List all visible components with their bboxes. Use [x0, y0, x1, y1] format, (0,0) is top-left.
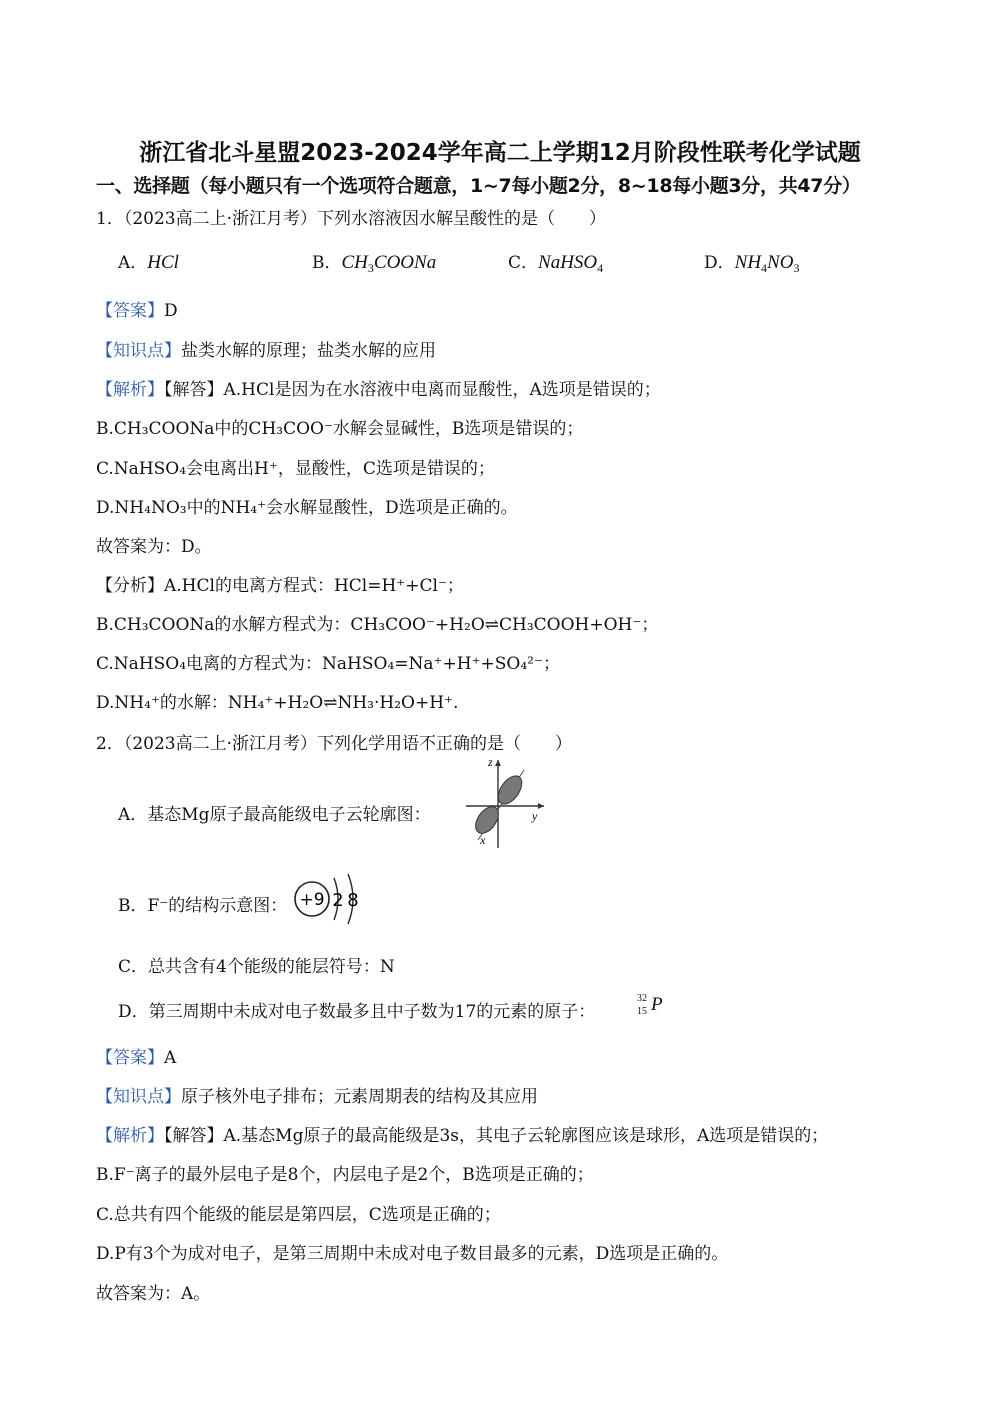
q2-explain-line: D.P有3个为成对电子，是第三周期中未成对电子数目最多的元素，D选项是正确的。 — [96, 1244, 729, 1264]
analysis-tag: 【解析】 — [96, 1126, 164, 1146]
p-orbital-diagram — [458, 752, 550, 848]
q2-conclusion: 故答案为：A。 — [96, 1284, 211, 1304]
q1-option-b — [312, 248, 436, 276]
formula-nh4no3: $NH_4NO_3$ — [734, 252, 800, 275]
isotope-symbol: P — [651, 994, 663, 1015]
option-label: D． — [704, 253, 735, 273]
formula-hcl: HCl — [147, 252, 179, 273]
q2-option-c: C．总共含有4个能级的能层符号：N — [118, 957, 395, 977]
q1-option-d — [704, 248, 799, 276]
knowledge-tag: 【知识点】 — [96, 1087, 181, 1107]
q2-explain-line: 【解析】【解答】A.基态Mg原子的最高能级是3s，其电子云轮廓图应该是球形，A选项是错误的； — [96, 1126, 829, 1146]
knowledge-text: 原子核外电子排布；元素周期表的结构及其应用 — [181, 1087, 538, 1107]
q2-explain-line: B.F⁻离子的最外层电子是8个，内层电子是2个，B选项是正确的； — [96, 1165, 594, 1185]
option-label: B． — [312, 253, 342, 273]
answer-value: D — [164, 301, 178, 321]
q2-explain-line: C.总共有四个能级的能层是第四层，C选项是正确的； — [96, 1205, 501, 1225]
y-axis-label: y — [532, 809, 538, 823]
shell-2-electrons: 8 — [347, 890, 359, 911]
q1-conclusion: 故答案为：D。 — [96, 537, 212, 557]
q1-option-a — [118, 248, 179, 274]
q1-explain-line: D.NH₄NO₃中的NH₄⁺会水解显酸性，D选项是正确的。 — [96, 498, 518, 518]
formula-ch3coona: $CH_3COONa$ — [341, 252, 437, 275]
question-1-stem: 1．（2023高二上·浙江月考）下列水溶液因水解呈酸性的是（ ） — [96, 209, 606, 229]
isotope-mass-number: 32 — [637, 993, 647, 1004]
nucleus-charge: +9 — [299, 890, 325, 910]
x-axis-label: x — [480, 833, 486, 847]
knowledge-tag: 【知识点】 — [96, 341, 181, 361]
q1-analysis-line: B.CH₃COONa的水解方程式为：CH₃COO⁻+H₂O⇌CH₃COOH+OH⁻； — [96, 615, 659, 635]
q2-option-a: A．基态Mg原子最高能级电子云轮廓图： — [118, 805, 431, 825]
q2-option-d: D．第三周期中未成对电子数最多且中子数为17的元素的原子： — [118, 1002, 596, 1022]
q1-explain-line: 【解析】【解答】A.HCl是因为在水溶液中电离而显酸性，A选项是错误的； — [96, 380, 661, 400]
section-heading: 一、选择题（每小题只有一个选项符合题意，1~7每小题2分，8~18每小题3分，共47分） — [96, 175, 861, 197]
shell-1-electrons: 2 — [332, 890, 344, 911]
question-2-stem: 2．（2023高二上·浙江月考）下列化学用语不正确的是（ ） — [96, 734, 572, 754]
q2-knowledge — [96, 1082, 538, 1107]
answer-tag: 【答案】 — [96, 301, 164, 321]
option-label: C． — [508, 253, 539, 273]
q1-explain-line: C.NaHSO₄会电离出H⁺，显酸性，C选项是错误的； — [96, 459, 495, 479]
document-title: 浙江省北斗星盟2023-2024学年高二上学期12月阶段性联考化学试题 — [139, 140, 861, 166]
q2-answer — [96, 1043, 176, 1068]
q1-analysis-line: C.NaHSO₄电离的方程式为：NaHSO₄=Na⁺+H⁺+SO₄²⁻； — [96, 654, 560, 674]
q1-knowledge — [96, 336, 436, 361]
knowledge-text: 盐类水解的原理；盐类水解的应用 — [181, 341, 436, 361]
q1-option-c — [508, 248, 603, 276]
q1-answer — [96, 296, 178, 321]
option-label: A． — [118, 253, 148, 273]
q1-analysis-line: D.NH₄⁺的水解：NH₄⁺+H₂O⇌NH₃·H₂O+H⁺. — [96, 693, 459, 713]
answer-tag: 【答案】 — [96, 1048, 164, 1068]
q1-analysis-line: 【分析】A.HCl的电离方程式：HCl=H⁺+Cl⁻； — [96, 576, 464, 596]
fluoride-structure-diagram — [290, 868, 370, 930]
isotope-atomic-number: 15 — [637, 1006, 647, 1017]
q2-option-b: B．F⁻的结构示意图： — [118, 896, 288, 916]
q1-explain-line: B.CH₃COONa中的CH₃COO⁻水解会显碱性，B选项是错误的； — [96, 419, 584, 439]
analysis-tag: 【解析】 — [96, 380, 164, 400]
formula-nahso4: NaHSO$_4$ — [538, 252, 604, 275]
answer-value: A — [164, 1048, 177, 1068]
z-axis-label: z — [488, 755, 493, 769]
